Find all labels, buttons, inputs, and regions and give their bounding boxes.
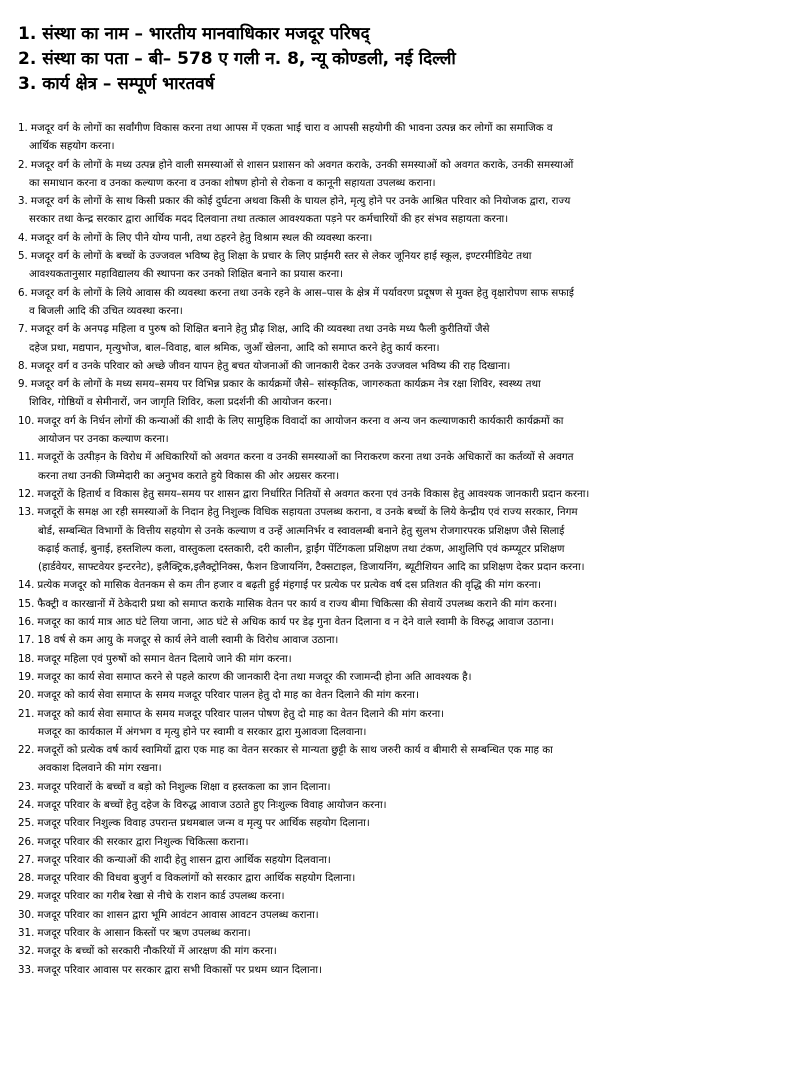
objective-item bbox=[18, 942, 790, 960]
objective-text: मजदूर परिवार आवास पर सरकार द्वारा सभी विकासों पर प्रथम ध्यान दिलाना। bbox=[37, 963, 322, 976]
objective-text: मजदूर परिवार के बच्चों हेतु दहेज के विरुद्ध आवाज उठाते हुए निःशुल्क विवाह आयोजन करना। bbox=[37, 798, 387, 811]
objective-text: मजदूर वर्ग के लोगों के साथ किसी प्रकार की कोई दुर्घटना अथवा किसी के घायल होने, मृत्यु होने पर उनके आश्रित परिवार को नियोजक द्वारा, राज्य bbox=[30, 195, 571, 208]
objective-text-continued: सरकार तथा केन्द्र सरकार द्वारा आर्थिक मदद दिलवाना तथा तत्काल आवश्यकता पड़ने पर कर्मचारियों की हर संभव सहायता करना। bbox=[29, 213, 509, 226]
objective-number: 7. bbox=[18, 323, 28, 336]
objective-item bbox=[18, 778, 790, 796]
objective-item bbox=[18, 869, 790, 887]
objective-text: मजदूर महिला एवं पुरुषों को समान वेतन दिलाये जाने की मांग करना। bbox=[37, 652, 292, 665]
objective-text-continued: करना तथा उनकी जिम्मेदारी का अनुभव कराते हुये विकास की ओर अग्रसर करना। bbox=[38, 469, 340, 482]
objective-text: मजदूरों के हितार्थ व विकास हेतु समय–समय पर शासन द्वारा निर्धारित नितियों से अवगत करना एवं उनके विकास हेतु आवश्यक जानकारी प्रदान करना। bbox=[37, 487, 590, 500]
objective-number: 11. bbox=[18, 451, 35, 464]
objective-number: 14. bbox=[18, 579, 35, 592]
objective-number: 2. bbox=[18, 158, 28, 171]
objective-item bbox=[18, 887, 790, 905]
objective-text: मजदूर वर्ग के निर्धन लोगों की कन्याओं की शादी के लिए सामुहिक विवादों का आयोजन करना व अन्य जन कल्याणकारी कार्यकारी कार्यक्रमों का bbox=[37, 414, 564, 427]
objective-text-continued: मजदूर का कार्यकाल में अंगभग व मृत्यु होने पर स्वामी व सरकार द्वारा मुआवजा दिलवाना। bbox=[38, 725, 367, 738]
objective-number: 19. bbox=[18, 670, 35, 683]
objective-item bbox=[18, 192, 790, 229]
objective-text-continued: दहेज प्रथा, मद्यपान, मृत्युभोज, बाल–विवाह, बाल श्रमिक, जुआँ खेलना, आदि को समाप्त करने हेतु कार्य करना। bbox=[29, 341, 440, 354]
objective-number: 13. bbox=[18, 506, 35, 519]
objective-number: 22. bbox=[18, 744, 35, 757]
objective-number: 28. bbox=[18, 872, 35, 885]
objective-number: 6. bbox=[18, 286, 28, 299]
objective-text: मजदूर के बच्चों को सरकारी नौकरियों में आरक्षण की मांग करना। bbox=[37, 945, 277, 958]
objective-item bbox=[18, 320, 790, 357]
objective-item bbox=[18, 448, 790, 485]
objective-item bbox=[18, 613, 790, 631]
objective-text: मजदूर वर्ग के लोगों के मध्य उत्पन्न होने वाली समस्याओं से शासन प्रशासन को अवगत कराके, उनकी समस्याओं को अवगत कराके, उनकी समस्याओं bbox=[30, 158, 574, 171]
objective-text: मजदूरों को प्रत्येक वर्ष कार्य स्वामियों द्वारा एक माह का वेतन सरकार से मान्यता छुट्टी के साथ जरुरी कार्य व बीमारी से सम्बन्धित एक माह का bbox=[37, 744, 553, 757]
objective-text: मजदूर वर्ग के लोगों के लिये आवास की व्यवस्था करना तथा उनके रहने के आस–पास के क्षेत्र में पर्यावरण प्रदूषण से मुक्त हेतु वृक्षारोपण साफ सफाई bbox=[30, 286, 574, 299]
objective-number: 29. bbox=[18, 890, 35, 903]
objective-item bbox=[18, 668, 790, 686]
objective-text: मजदूर वर्ग के लोगों का सर्वांगीण विकास करना तथा आपस में एकता भाई चारा व आपसी सहयोगी की भावना उत्पन्न कर लोगों का समाजिक व bbox=[30, 122, 553, 134]
objective-item bbox=[18, 906, 790, 924]
objective-text-continued: बोर्ड, सम्बन्धित विभागों के वित्तीय सहयोग से उनके कल्याण व उन्हें आत्मनिर्भर व स्वावलम्बी बनाने हेतु सुलभ रोजगारपरक प्रशिक्षण जैसे सिलाई bbox=[38, 524, 565, 537]
objective-item bbox=[18, 631, 790, 649]
objective-text: मजदूर वर्ग के लोगों के मध्य समय–समय पर विभिन्न प्रकार के कार्यक्रमों जैसे– सांस्कृतिक, जागरुकता कार्यक्रम नेत्र रक्षा शिविर, स्वस्थ्य तथा bbox=[30, 378, 541, 391]
objective-text: मजदूर परिवार का गरीब रेखा से नीचे के राशन कार्ड उपलब्ध करना। bbox=[37, 890, 285, 903]
objective-text: मजदूरों के उत्पीड़न के विरोध में अधिकारियों को अवगत करना व उनकी समस्याओं का निराकरण करना तथा उनके अधिकारों का कर्तव्यों से अवगत bbox=[37, 451, 574, 464]
objective-item bbox=[18, 503, 790, 576]
objective-item bbox=[18, 485, 790, 503]
objective-number: 21. bbox=[18, 707, 35, 720]
objective-item bbox=[18, 595, 790, 613]
objective-text-continued: व बिजली आदि की उचित व्यवस्था करना। bbox=[29, 304, 183, 317]
objective-text: मजदूर परिवारों के बच्चों व बड़ो को निशुल्क शिक्षा व हस्तकला का ज्ञान दिलाना। bbox=[37, 780, 331, 793]
objective-text-continued: आर्थिक सहयोग करना। bbox=[29, 140, 115, 153]
work-area: 3. कार्य क्षेत्र – सम्पूर्ण भारतवर्ष bbox=[18, 74, 215, 94]
objective-number: 25. bbox=[18, 817, 35, 830]
objective-number: 16. bbox=[18, 616, 35, 629]
objective-number: 9. bbox=[18, 378, 28, 391]
objective-text: मजदूर परिवार के आसान किस्तों पर ऋण उपलब्ध कराना। bbox=[37, 927, 251, 940]
objective-text-continued: शिविर, गोष्ठियों व सेमीनारों, जन जागृति शिविर, कला प्रदर्शनी की आयोजन करना। bbox=[29, 396, 332, 409]
objective-text-continued: आयोजन पर उनका कल्याण करना। bbox=[38, 433, 169, 446]
objective-text: मजदूर का कार्य मात्र आठ घंटे लिया जाना, आठ घंटे से अधिक कार्य पर डेढ़ गुना वेतन दिलाना व न देने वाले स्वामी के विरुद्ध आवाज उठाना। bbox=[37, 616, 554, 629]
objective-item bbox=[18, 924, 790, 942]
objective-item bbox=[18, 375, 790, 412]
objective-text: मजदूर परिवार का शासन द्वारा भूमि आवंटन आवास आवटन उपलब्ध कराना। bbox=[37, 908, 319, 921]
objective-number: 30. bbox=[18, 908, 35, 921]
objective-item bbox=[18, 156, 790, 193]
objective-text: मजदूरों के समक्ष आ रही समस्याओं के निदान हेतु निशुल्क विधिक सहायता उपलब्ध कराना, व उनके बच्चों के लिये केन्द्रीय एवं राज्य सरकार, निगम bbox=[37, 506, 578, 519]
objective-item bbox=[18, 833, 790, 851]
objective-text: मजदूर परिवार की कन्याओं की शादी हेतु शासन द्वारा आर्थिक सहयोग दिलवाना। bbox=[37, 853, 331, 866]
objective-number: 12. bbox=[18, 487, 35, 500]
objective-text: मजदूर परिवार की सरकार द्वारा निशुल्क चिकित्सा कराना। bbox=[37, 835, 249, 848]
objective-text: मजदूर को कार्य सेवा समाप्त के समय मजदूर परिवार पालन हेतु दो माह का वेतन दिलाने की मांग करना। bbox=[37, 689, 419, 702]
objective-number: 31. bbox=[18, 927, 35, 940]
objective-item bbox=[18, 851, 790, 869]
objective-text-continued: का समाधान करना व उनका कल्याण करना व उनका शोषण होनो से रोकना व कानूनी सहायता उपलब्ध कराना। bbox=[29, 176, 436, 189]
objective-text-continued: आवश्यकतानुसार महाविद्यालय की स्थापना कर उनको शिक्षित बनाने का प्रयास करना। bbox=[29, 268, 344, 281]
objective-text-continued: (हार्डवेयर, साफ्टवेयर इन्टरनेट), इलैक्ट्रिक,इलैक्ट्रोनिक्स, फैशन डिजायनिंग, टैक्सटाइल, डिजायनिंग, ब्यूटीशियन आदि का प्रशिक्षण देकर प्रदान करना। bbox=[38, 561, 585, 574]
objective-text-continued: अवकाश दिलवाने की मांग रखना। bbox=[38, 762, 162, 775]
objective-text: मजदूर वर्ग के लोगों के लिए पीने योग्य पानी, तथा ठहरने हेतु विश्राम स्थल की व्यवस्था करना। bbox=[30, 231, 373, 244]
objective-number: 33. bbox=[18, 963, 35, 976]
objective-item bbox=[18, 357, 790, 375]
objective-text: मजदूर को कार्य सेवा समाप्त के समय मजदूर परिवार पालन पोषण हेतु दो माह का वेतन दिलाने की मांग करना। bbox=[37, 707, 445, 720]
objective-number: 32. bbox=[18, 945, 35, 958]
objective-number: 27. bbox=[18, 853, 35, 866]
objectives-list bbox=[18, 119, 790, 979]
objective-item bbox=[18, 741, 790, 778]
objective-item bbox=[18, 412, 790, 449]
objective-item bbox=[18, 229, 790, 247]
objective-item bbox=[18, 961, 790, 979]
objective-number: 4. bbox=[18, 231, 28, 244]
objective-number: 26. bbox=[18, 835, 35, 848]
organization-details bbox=[18, 22, 790, 97]
organization-address: 2. संस्था का पता – बी– 578 ए गली न. 8, न्यू कोण्डली, नई दिल्ली bbox=[18, 49, 456, 69]
objective-number: 15. bbox=[18, 597, 35, 610]
objective-text: मजदूर वर्ग के अनपढ़ महिला व पुरुष को शिक्षित बनाने हेतु प्रौढ़ शिक्ष, आदि की व्यवस्था तथा उनके मध्य फैली कुरीतियों जैसे bbox=[30, 323, 490, 336]
objective-text: मजदूर परिवार निशुल्क विवाह उपरान्त प्रथमबाल जन्म व मृत्यु पर आर्थिक सहयोग दिलाना। bbox=[37, 817, 370, 830]
objective-item bbox=[18, 119, 790, 156]
objective-text: मजदूर वर्ग व उनके परिवार को अच्छे जीवन यापन हेतु बचत योजनाओं की जानकारी देकर उनके उज्जवल भविष्य की राह दिखाना। bbox=[30, 359, 511, 372]
objective-text: 18 वर्ष से कम आयु के मजदूर से कार्य लेने वाली स्वामी के विरोध आवाज उठाना। bbox=[37, 634, 339, 647]
objective-number: 3. bbox=[18, 195, 28, 208]
objective-item bbox=[18, 650, 790, 668]
objective-item bbox=[18, 576, 790, 594]
objective-item bbox=[18, 814, 790, 832]
objective-number: 18. bbox=[18, 652, 35, 665]
objective-item bbox=[18, 247, 790, 284]
objective-number: 10. bbox=[18, 414, 35, 427]
objective-number: 23. bbox=[18, 780, 35, 793]
objective-number: 1. bbox=[18, 122, 28, 134]
objective-text-continued: कढ़ाई कताई, बुनाई, हस्तशिल्प कला, वास्तुकला दस्तकारी, दरी कालीन, ड्राईंग पेंटिंगकला प्रशिक्षण तथा टंकण, आशुलिपि एवं कम्प्यूटर प्रशिक्षण bbox=[38, 542, 565, 555]
objective-number: 20. bbox=[18, 689, 35, 702]
objective-item bbox=[18, 705, 790, 742]
organization-name: 1. संस्था का नाम – भारतीय मानवाधिकार मजदूर परिषद् bbox=[18, 24, 370, 44]
objective-item bbox=[18, 796, 790, 814]
objective-item bbox=[18, 284, 790, 321]
objective-number: 24. bbox=[18, 798, 35, 811]
objective-text: मजदूर का कार्य सेवा समाप्त करने से पहले कारण की जानकारी देना तथा मजदूर की रजामन्दी होना अति आवश्यक है। bbox=[37, 670, 472, 683]
objective-text: फैक्ट्री व कारखानों में ठेकेदारी प्रथा को समाप्त कराके मासिक वेतन पर कार्य व राज्य बीमा चिकित्सा की सेवायें उपलब्ध कराने की मांग करना। bbox=[37, 597, 557, 610]
objective-text: प्रत्येक मजदूर को मासिक वेतनकम से कम तीन हजार व बढ़ती हुई मंहगाई पर प्रत्येक पर प्रत्येक वर्ष दस प्रतिशत की वृद्धि की मांग करना। bbox=[37, 579, 542, 592]
objective-number: 8. bbox=[18, 359, 28, 372]
objective-number: 17. bbox=[18, 634, 35, 647]
objective-item bbox=[18, 686, 790, 704]
objective-number: 5. bbox=[18, 250, 28, 263]
objective-text: मजदूर वर्ग के लोगों के बच्चों के उज्जवल भविष्य हेतु शिक्षा के प्रचार के लिए प्राईमरी स्तर से लेकर जूनियर हाई स्कूल, इण्टरमीडियेट तथा bbox=[30, 250, 532, 263]
objective-text: मजदूर परिवार की विधवा बुजुर्ग व विकलांगों को सरकार द्वारा आर्थिक सहयोग दिलाना। bbox=[37, 872, 356, 885]
